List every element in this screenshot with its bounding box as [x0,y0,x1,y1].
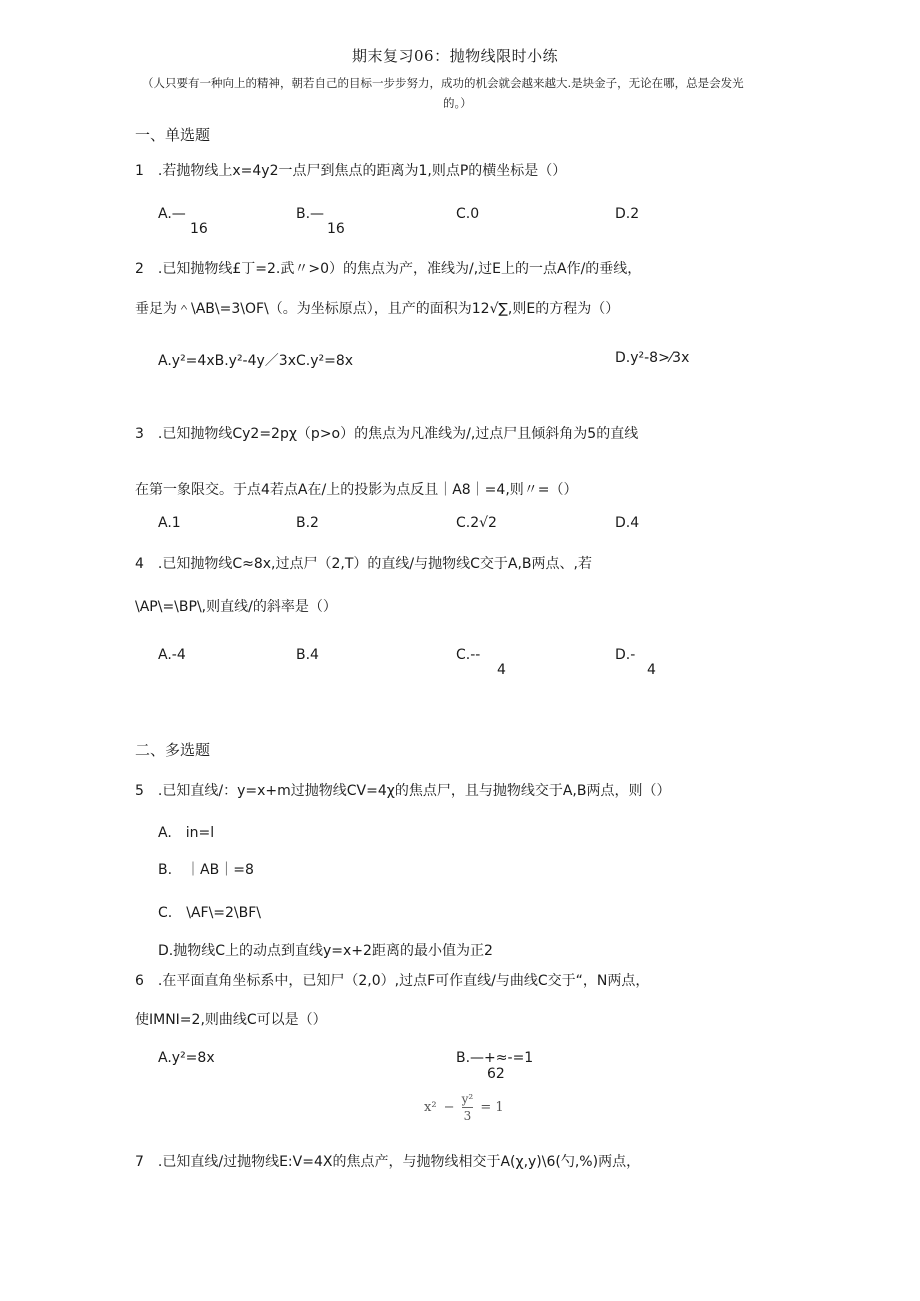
q4-option-c: C.-- [456,647,481,663]
page-title: 期末复习06：抛物线限时小练 [352,47,559,65]
motto-line-2: 的。） [443,96,472,110]
motto-line-1: （人只要有一种向上的精神，朝若自己的目标一步步努力，成功的机会就会越来越大.是块金子，无论在哪，总是会发光 [142,76,744,90]
q4-option-a: A.-4 [158,647,186,663]
question-2-line-1: 2 .已知抛物线£丁=2.武〃>0）的焦点为产，准线为/,过E上的一点A作/的垂线， [135,261,642,277]
q2-options-abc: A.y²=4xB.y²-4y／3xC.y²=8x [158,353,354,369]
q1-option-c: C.0 [456,206,480,222]
question-1-text: 1 .若抛物线上x=4y2一点尸到焦点的距离为1,则点P的横坐标是（） [135,163,567,179]
q4-option-d-denominator: 4 [647,662,656,678]
q1-option-a: A.— [158,206,186,222]
question-7-text: 7 .已知直线/过抛物线E:V=4X的焦点产，与抛物线相交于A(χ,y)\6(勺,%)两点， [135,1154,641,1170]
question-6-line-2: 使IMNI=2,则曲线C可以是（） [135,1012,327,1028]
q5-option-c: C. \AF\=2\BF\ [158,905,262,921]
q5-option-d: D.抛物线C上的动点到直线y=x+2距离的最小值为正2 [158,943,493,959]
section-heading-multiple-choice: 二、多选题 [135,741,211,759]
question-4-line-1: 4 .已知抛物线C≈8x,过点尸（2,T）的直线/与抛物线C交于A,B两点、,若 [135,556,592,572]
q6-option-b-denominator: 62 [487,1066,505,1082]
q1-option-d: D.2 [615,206,640,222]
question-2-line-2: 垂足为＾\AB\=3\OF\（。为坐标原点），且产的面积为12√∑,则E的方程为（） [135,301,620,317]
question-6-line-1: 6 .在平面直角坐标系中，已知尸（2,0）,过点F可作直线/与曲线C交于“，N两点， [135,973,650,989]
q1-option-b: B.— [296,206,325,222]
q6-option-b: B.—+≈-=1 [456,1050,534,1066]
q1-option-b-denominator: 16 [327,221,345,237]
formula-numerator: y² [461,1092,474,1106]
q5-option-b: B. ｜AB｜=8 [158,862,254,878]
question-3-line-2: 在第一象限交。于点4若点A在/上的投影为点反且｜A8｜=4,则〃=（） [135,482,578,498]
q3-option-a: A.1 [158,515,181,531]
q4-option-b: B.4 [296,647,319,663]
q6-option-a: A.y²=8x [158,1050,215,1066]
section-heading-single-choice: 一、单选题 [135,126,211,144]
hyperbola-formula [424,1092,504,1123]
formula-fraction [462,1092,474,1123]
q1-option-a-denominator: 16 [190,221,208,237]
q3-option-c: C.2√2 [456,515,497,531]
question-4-line-2: \AP\=\BP\,则直线/的斜率是（） [135,599,337,615]
q3-option-b: B.2 [296,515,319,531]
q4-option-d: D.- [615,647,636,663]
question-5-text: 5 .已知直线/：y=x+m过抛物线CV=4χ的焦点尸，且与抛物线交于A,B两点，则（） [135,783,671,799]
formula-x-term: x² [424,1100,437,1115]
formula-rhs: = 1 [480,1100,504,1115]
q2-option-d: D.y²-8>⁄3x [615,350,690,366]
question-3-line-1: 3 .已知抛物线Cy2=2pχ（p>o）的焦点为凡准线为/,过点尸且倾斜角为5的直线 [135,426,639,442]
formula-denominator: 3 [463,1109,472,1123]
q4-option-c-denominator: 4 [497,662,506,678]
formula-minus: − [443,1100,455,1115]
q5-option-a: A. in=l [158,825,215,841]
q3-option-d: D.4 [615,515,640,531]
